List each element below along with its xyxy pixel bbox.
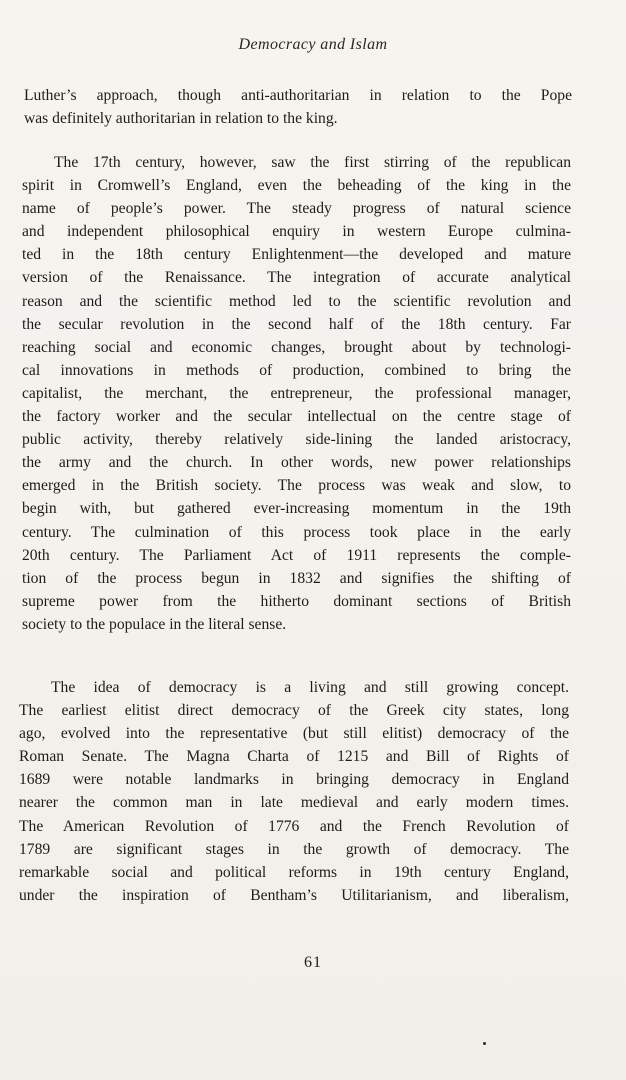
text-line: 1689 were notable landmarks in bringing democracy in England xyxy=(19,771,569,789)
text-line: emerged in the British society. The process was weak and slow, to xyxy=(22,477,571,495)
text-line: version of the Renaissance. The integration of accurate analytical xyxy=(22,269,571,287)
text-line: 20th century. The Parliament Act of 1911 represents the comple- xyxy=(22,546,571,564)
text-line: spirit in Cromwell’s England, even the beheading of the king in the xyxy=(22,177,571,195)
text-line: capitalist, the merchant, the entrepreneur, the professional manager, xyxy=(22,384,571,402)
text-line: society to the populace in the literal sense. xyxy=(22,615,287,633)
text-line: the factory worker and the secular intellectual on the centre stage of xyxy=(22,408,571,426)
text-line: 1789 are significant stages in the growth of democracy. The xyxy=(19,840,569,858)
text-line: reaching social and economic changes, brought about by technologi- xyxy=(22,338,571,356)
text-line: the army and the church. In other words, new power relationships xyxy=(22,454,571,472)
text-line: begin with, but gathered ever-increasing momentum in the 19th xyxy=(22,500,571,518)
text-line: and independent philosophical enquiry in western Europe culmina- xyxy=(22,223,571,241)
text-line: The American Revolution of 1776 and the French Revolution of xyxy=(19,817,569,835)
paragraph-2 xyxy=(22,151,571,636)
paper-speck xyxy=(483,1042,486,1045)
text-line: public activity, thereby relatively side-lining the landed aristocracy, xyxy=(22,431,571,449)
paragraph-1 xyxy=(24,84,572,130)
text-line: name of people’s power. The steady progress of natural science xyxy=(22,200,571,218)
text-line: The earliest elitist direct democracy of the Greek city states, long xyxy=(19,702,569,720)
text-line: tion of the process begun in 1832 and signifies the shifting of xyxy=(22,569,571,587)
text-line: cal innovations in methods of production, combined to bring the xyxy=(22,361,571,379)
text-line: The idea of democracy is a living and still growing concept. xyxy=(51,679,569,696)
text-line: Roman Senate. The Magna Charta of 1215 and Bill of Rights of xyxy=(19,748,569,766)
text-line: reason and the scientific method led to the scientific revolution and xyxy=(22,292,571,310)
text-line: supreme power from the hitherto dominant sections of British xyxy=(22,592,571,610)
running-title: Democracy and Islam xyxy=(238,36,388,53)
text-line: the secular revolution in the second half of the 18th century. Far xyxy=(22,315,571,333)
text-line: under the inspiration of Bentham’s Utilitarianism, and liberalism, xyxy=(19,886,569,904)
text-line: ago, evolved into the representative (but still elitist) democracy of the xyxy=(19,725,569,743)
text-line: was definitely authoritarian in relation to the king. xyxy=(24,110,338,128)
text-line: The 17th century, however, saw the first stirring of the republican xyxy=(54,154,571,171)
text-line: ted in the 18th century Enlightenment—the developed and mature xyxy=(22,246,571,264)
text-line: remarkable social and political reforms in 19th century England, xyxy=(19,863,569,881)
text-line: century. The culmination of this process took place in the early xyxy=(22,523,571,541)
text-line: Luther’s approach, though anti-authoritarian in relation to the Pope xyxy=(24,87,572,104)
paragraph-3 xyxy=(19,676,569,907)
text-line: nearer the common man in late medieval and early modern times. xyxy=(19,794,569,812)
page-number: 61 xyxy=(304,954,322,971)
